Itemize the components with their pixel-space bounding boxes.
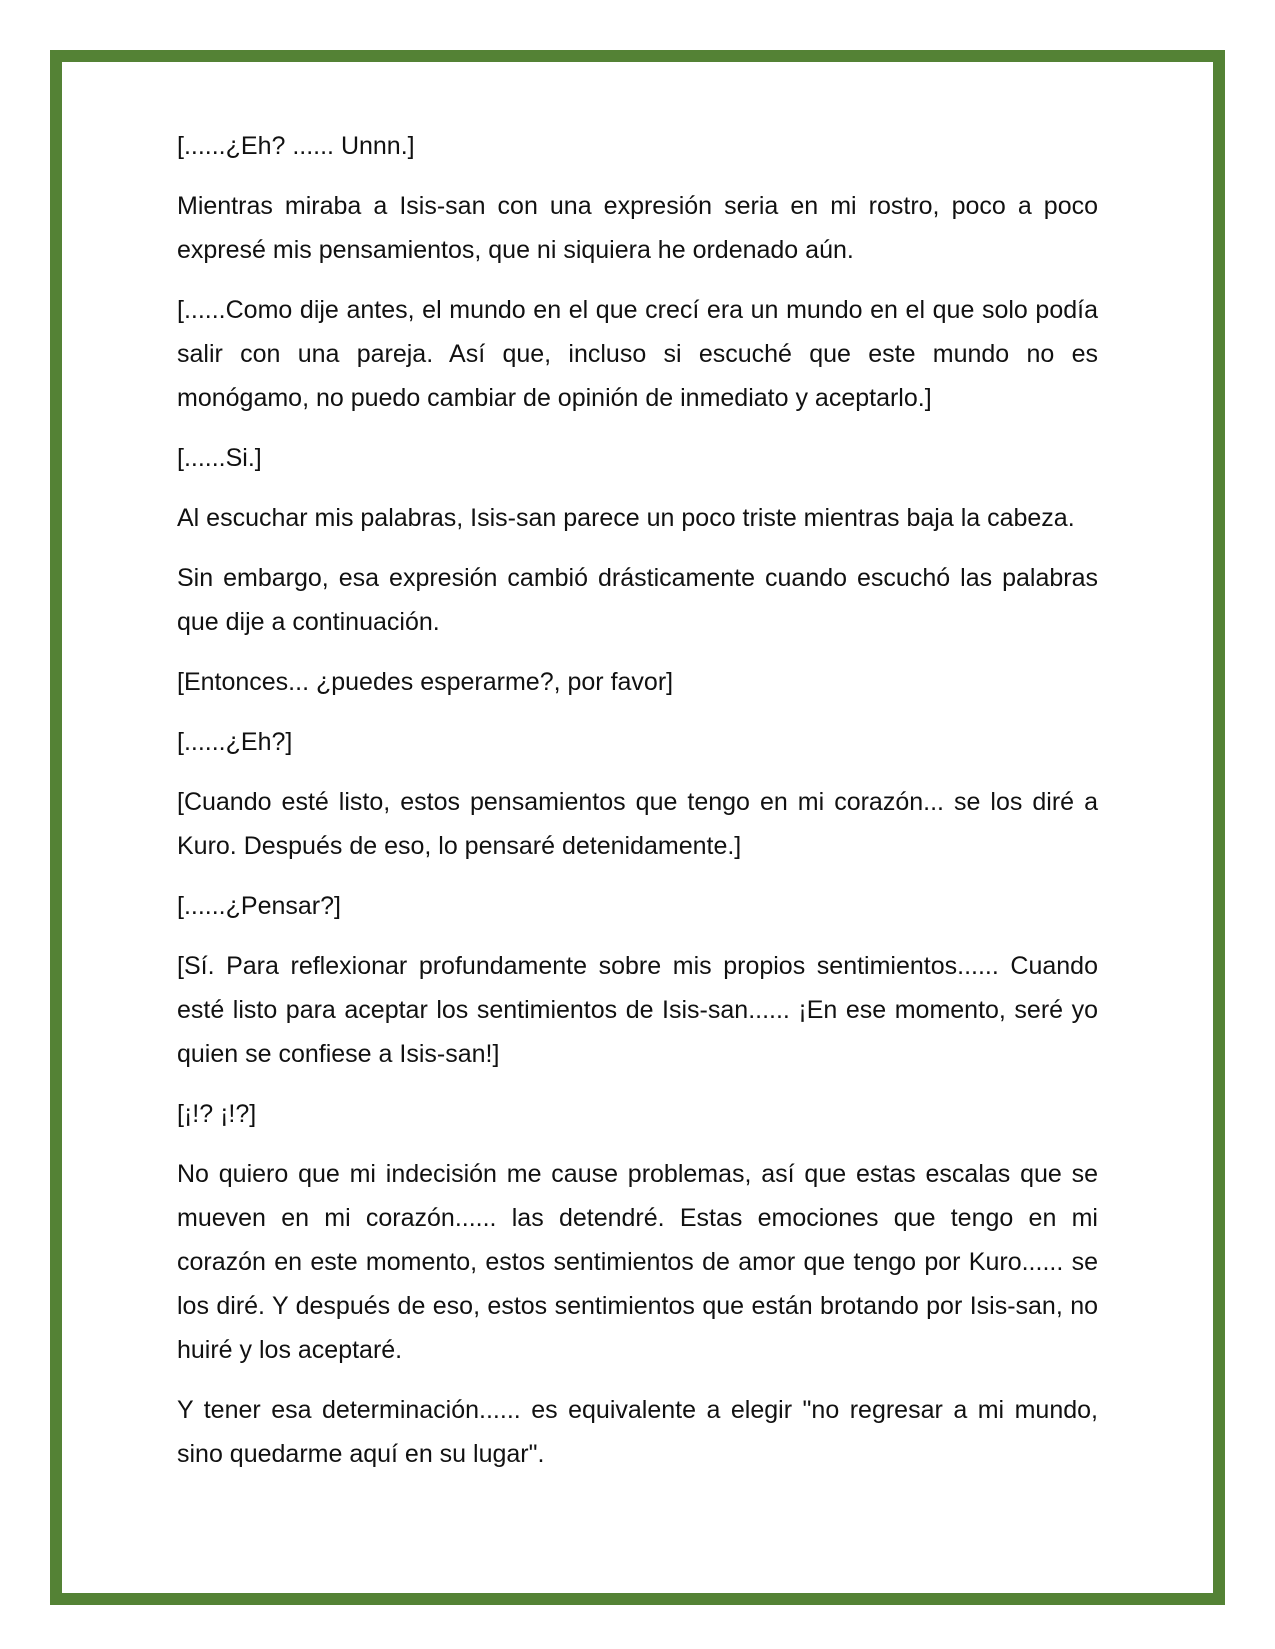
paragraph: [Entonces... ¿puedes esperarme?, por favor] — [177, 668, 674, 696]
paragraph: [......¿Eh? ...... Unnn.] — [177, 132, 415, 160]
paragraph: Al escuchar mis palabras, Isis-san parece un poco triste mientras baja la cabeza. — [177, 504, 1075, 532]
paragraph: [......¿Pensar?] — [177, 892, 341, 920]
paragraph: Sin embargo, esa expresión cambió drásticamente cuando escuchó las palabras que dije a continuación. — [177, 564, 1098, 636]
paragraph: [......Como dije antes, el mundo en el que crecí era un mundo en el que solo podía salir con una pareja. Así que, incluso si escuché que este mundo no es monógamo, no puedo cambiar de opinión de inmediato y aceptarlo.] — [177, 296, 1098, 412]
paragraph: [Cuando esté listo, estos pensamientos que tengo en mi corazón... se los diré a Kuro. Después de eso, lo pensaré detenidamente.] — [177, 788, 1098, 860]
document-body — [177, 124, 1098, 1492]
paragraph: [......Si.] — [177, 444, 262, 472]
paragraph: No quiero que mi indecisión me cause problemas, así que estas escalas que se mueven en mi corazón...... las detendré. Estas emociones que tengo en mi corazón en este momento, estos sentimientos de amor que tengo por Kuro...... se los diré. Y después de eso, estos sentimientos que están brotando por Isis-san, no huiré y los aceptaré. — [177, 1160, 1098, 1364]
paragraph: [......¿Eh?] — [177, 728, 293, 756]
paragraph: Mientras miraba a Isis-san con una expresión seria en mi rostro, poco a poco expresé mis pensamientos, que ni siquiera he ordenado aún. — [177, 192, 1098, 264]
paragraph: [¡!? ¡!?] — [177, 1100, 257, 1128]
paragraph: Y tener esa determinación...... es equivalente a elegir "no regresar a mi mundo, sino quedarme aquí en su lugar". — [177, 1396, 1098, 1468]
paragraph: [Sí. Para reflexionar profundamente sobre mis propios sentimientos...... Cuando esté listo para aceptar los sentimientos de Isis-san...... ¡En ese momento, seré yo quien se confiese a Isis-san!] — [177, 952, 1098, 1068]
